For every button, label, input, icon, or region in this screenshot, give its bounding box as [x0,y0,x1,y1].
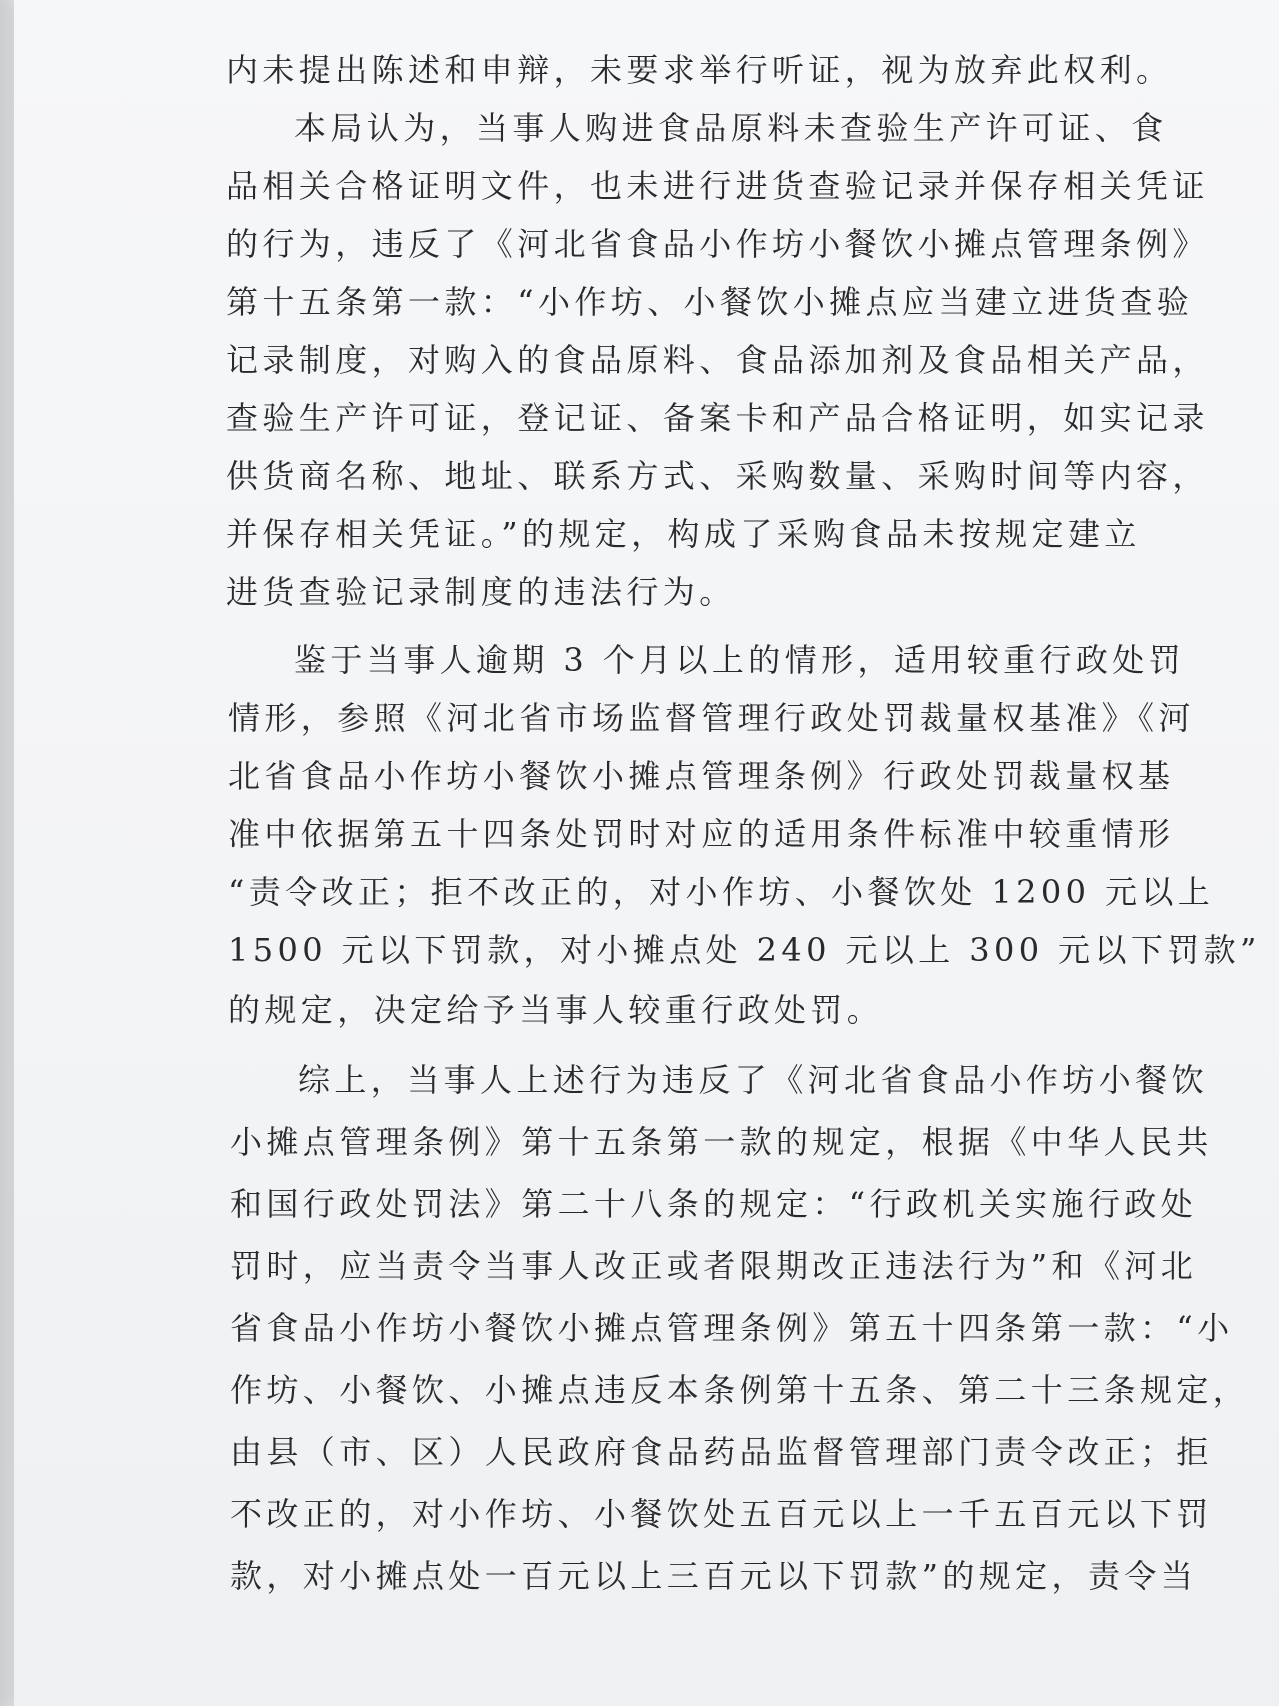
paragraph-line: 准中依据第五十四条处罚时对应的适用条件标准中较重情形 [228,815,1175,853]
paragraph-line: 罚时，应当责令当事人改正或者限期改正违法行为”和《河北 [230,1247,1198,1285]
paragraph-line: 1500 元以下罚款，对小摊点处 240 元以上 300 元以下罚款” [228,931,1261,969]
paragraph-line: 由县（市、区）人民政府食品药品监督管理部门责令改正；拒 [230,1433,1213,1471]
paragraph-line: 供货商名称、地址、联系方式、采购数量、采购时间等内容， [226,457,1209,495]
paragraph-line: 记录制度，对购入的食品原料、食品添加剂及食品相关产品， [226,341,1209,379]
paragraph-line: 的行为，违反了《河北省食品小作坊小餐饮小摊点管理条例》 [226,225,1209,263]
paragraph-line: 内未提出陈述和申辩，未要求举行听证，视为放弃此权利。 [226,51,1173,89]
paragraph-line: 和国行政处罚法》第二十八条的规定：“行政机关实施行政处 [230,1185,1198,1223]
paragraph-line: 鉴于当事人逾期 3 个月以上的情形，适用较重行政处罚 [294,641,1186,679]
paragraph-line: 小摊点管理条例》第十五条第一款的规定，根据《中华人民共 [230,1123,1213,1161]
paragraph-line: 进货查验记录制度的违法行为。 [226,573,736,611]
paragraph-line: 款，对小摊点处一百元以上三百元以下罚款”的规定，责令当 [230,1557,1198,1595]
paragraph-line: “责令改正；拒不改正的，对小作坊、小餐饮处 1200 元以上 [228,873,1215,911]
paragraph-line: 查验生产许可证，登记证、备案卡和产品合格证明，如实记录 [226,399,1209,437]
paragraph-line: 品相关合格证明文件，也未进行进货查验记录并保存相关凭证 [226,167,1209,205]
paragraph-line: 并保存相关凭证。”的规定，构成了采购食品未按规定建立 [226,515,1141,553]
paragraph-line: 不改正的，对小作坊、小餐饮处五百元以上一千五百元以下罚 [230,1495,1213,1533]
paragraph-line: 北省食品小作坊小餐饮小摊点管理条例》行政处罚裁量权基 [228,757,1175,795]
paragraph-line: 的规定，决定给予当事人较重行政处罚。 [228,991,884,1029]
paragraph-line: 本局认为，当事人购进食品原料未查验生产许可证、食 [294,109,1168,147]
paragraph-line: 第十五条第一款：“小作坊、小餐饮小摊点应当建立进货查验 [226,283,1194,321]
paragraph-line: 省食品小作坊小餐饮小摊点管理条例》第五十四条第一款：“小 [230,1309,1234,1347]
paragraph-line: 综上，当事人上述行为违反了《河北省食品小作坊小餐饮 [298,1061,1209,1099]
paragraph-line: 情形，参照《河北省市场监督管理行政处罚裁量权基准》《河 [228,699,1195,737]
paragraph-line: 作坊、小餐饮、小摊点违反本条例第十五条、第二十三条规定， [230,1371,1250,1409]
